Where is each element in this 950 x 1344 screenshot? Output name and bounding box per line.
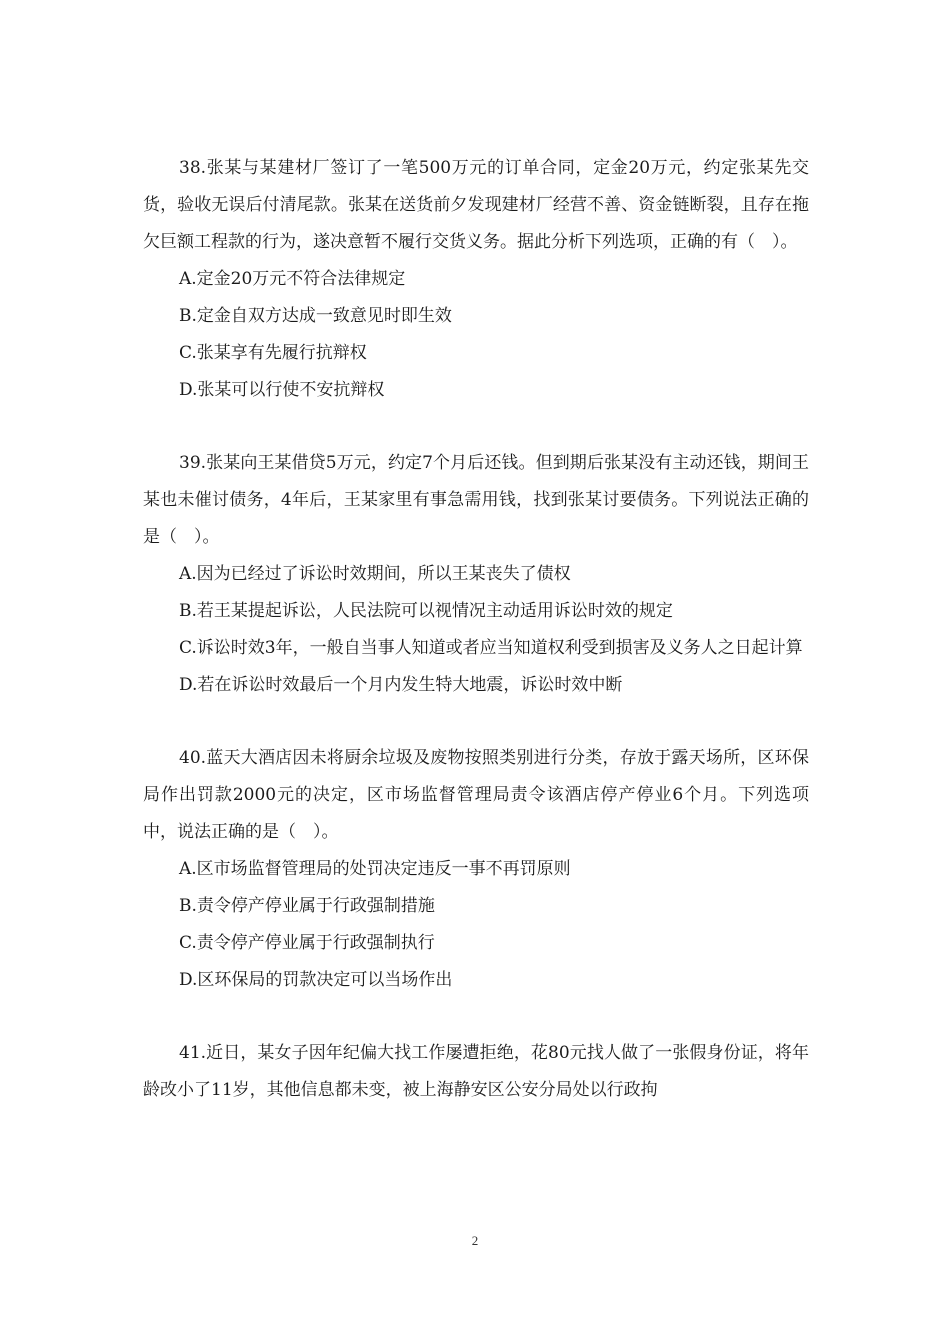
- question-spacer: [143, 409, 809, 445]
- question-stem: 38.张某与某建材厂签订了一笔500万元的订单合同，定金20万元，约定张某先交货，验收无误后付清尾款。张某在送货前夕发现建材厂经营不善、资金链断裂，且存在拖欠巨额工程款的行为，遂决意暂不履行交货义务。据此分析下列选项，正确的有（ ）。: [143, 158, 809, 252]
- option-d: D.张某可以行使不安抗辩权: [179, 380, 385, 400]
- question-stem: 39.张某向王某借贷5万元，约定7个月后还钱。但到期后张某没有主动还钱，期间王某也未催讨债务，4年后，王某家里有事急需用钱，找到张某讨要债务。下列说法正确的是（ ）。: [143, 453, 809, 547]
- option-b: B.责令停产停业属于行政强制措施: [179, 896, 435, 916]
- question-39: [143, 445, 809, 704]
- question-40: [143, 740, 809, 999]
- page-content: [143, 150, 809, 1109]
- option-a: A.区市场监督管理局的处罚决定违反一事不再罚原则: [179, 859, 571, 879]
- option-d: D.区环保局的罚款决定可以当场作出: [179, 970, 453, 990]
- question-stem: 40.蓝天大酒店因未将厨余垃圾及废物按照类别进行分类，存放于露天场所，区环保局作出罚款2000元的决定，区市场监督管理局责令该酒店停产停业6个月。下列选项中，说法正确的是（ ）。: [143, 748, 809, 842]
- option-d: D.若在诉讼时效最后一个月内发生特大地震，诉讼时效中断: [179, 675, 623, 695]
- question-spacer: [143, 704, 809, 740]
- option-a: A.因为已经过了诉讼时效期间，所以王某丧失了债权: [179, 564, 571, 584]
- option-c: C.张某享有先履行抗辩权: [179, 343, 367, 363]
- question-41: [143, 1035, 809, 1109]
- question-stem: 41.近日，某女子因年纪偏大找工作屡遭拒绝，花80元找人做了一张假身份证，将年龄改小了11岁，其他信息都未变，被上海静安区公安分局处以行政拘: [143, 1043, 809, 1100]
- question-38: [143, 150, 809, 409]
- question-spacer: [143, 999, 809, 1035]
- option-b: B.若王某提起诉讼，人民法院可以视情况主动适用诉讼时效的规定: [179, 601, 673, 621]
- page-number: 2: [471, 1233, 479, 1248]
- option-c: C.诉讼时效3年，一般自当事人知道或者应当知道权利受到损害及义务人之日起计算: [179, 638, 803, 658]
- option-a: A.定金20万元不符合法律规定: [179, 269, 406, 289]
- option-c: C.责令停产停业属于行政强制执行: [179, 933, 435, 953]
- option-b: B.定金自双方达成一致意见时即生效: [179, 306, 452, 326]
